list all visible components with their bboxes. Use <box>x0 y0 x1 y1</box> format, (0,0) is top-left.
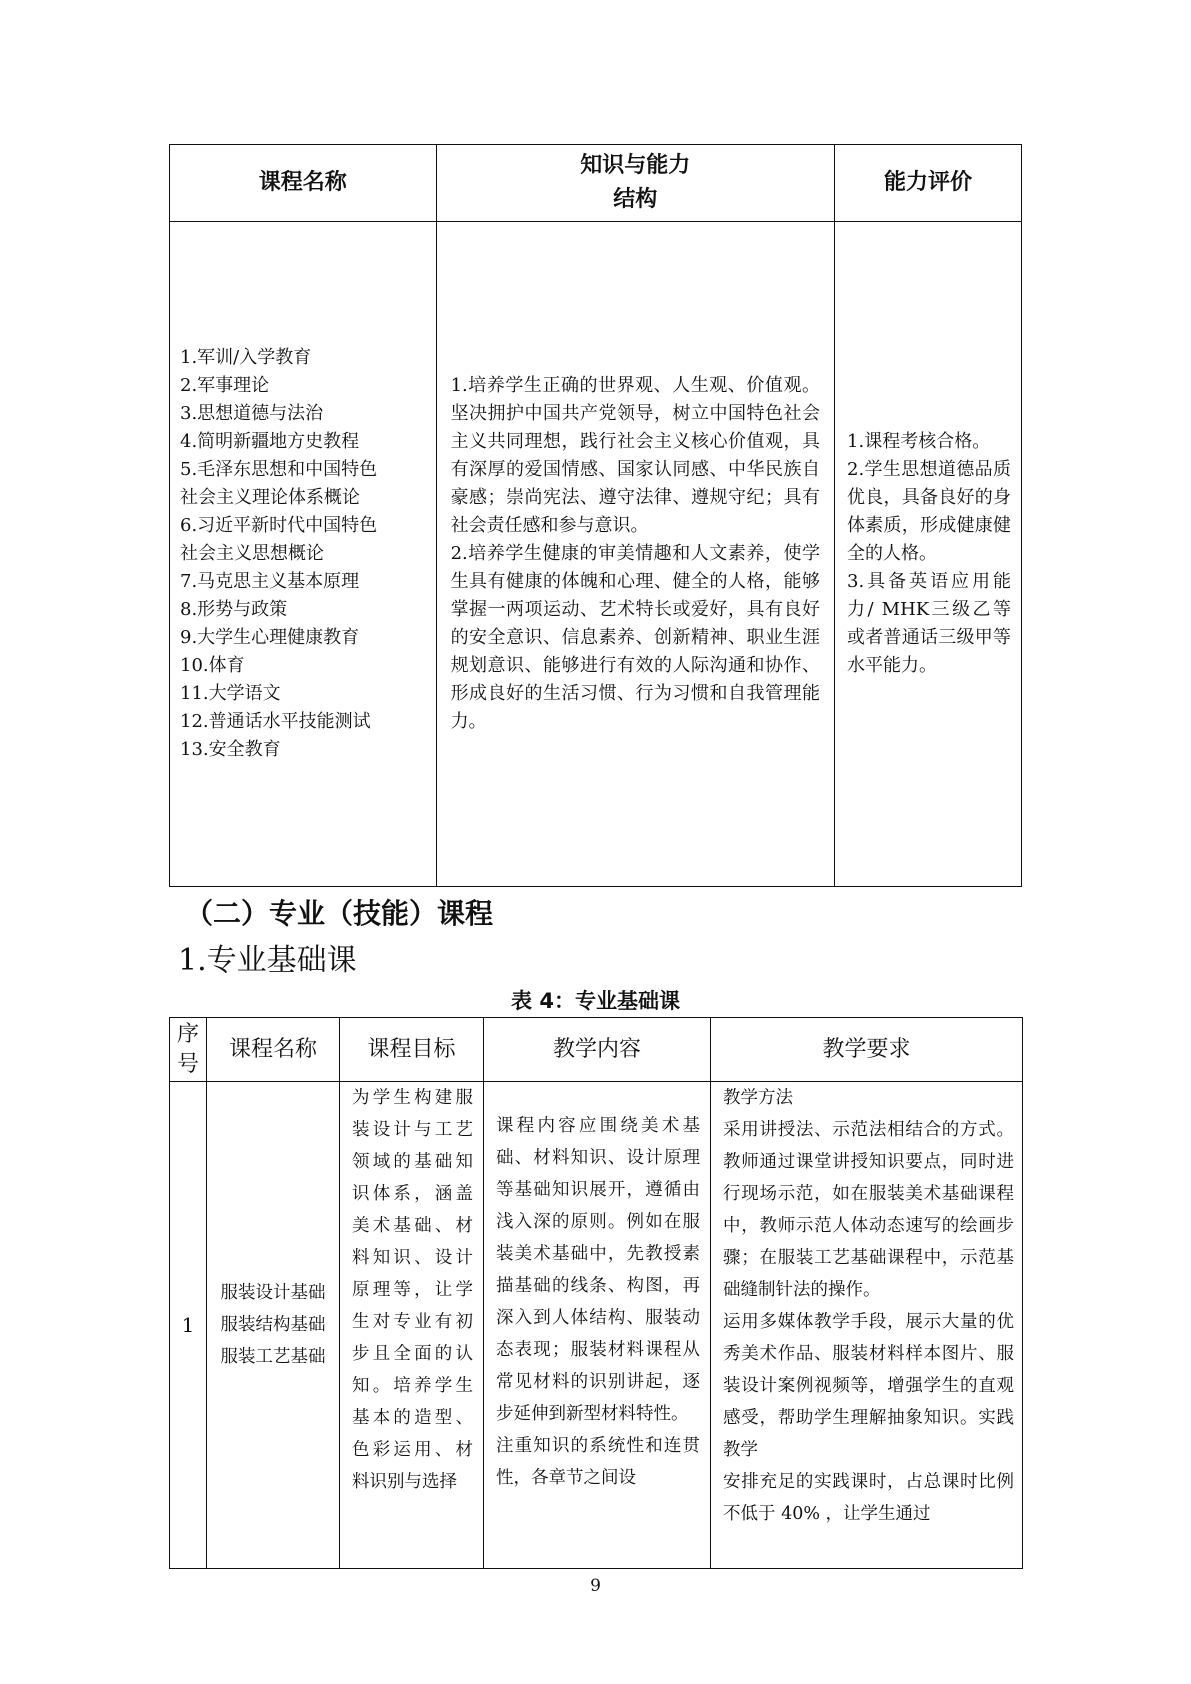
course-list-item: 10.体育 <box>180 655 245 676</box>
knowledge-paragraph-2: 2.培养学生健康的审美情趣和人文素养，使学生具有健康的体魄和心理、健全的人格，能够掌握一两项运动、艺术特长或爱好，具有良好的安全意识、信息素养、创新精神、职业生涯规划意识、能够进行有效的人际沟通和协作、形成良好的生活习惯、行为习惯和自我管理能力。 <box>450 543 821 732</box>
course-list-item: 6.习近平新时代中国特色 <box>180 515 378 536</box>
requirement-title: 教学方法 <box>723 1088 793 1108</box>
course-list-item: 4.简明新疆地方史教程 <box>180 431 360 452</box>
header-course-name: 课程名称 <box>170 145 437 222</box>
course-list-item: 9.大学生心理健康教育 <box>180 627 360 648</box>
row-course-goal <box>340 1082 484 1569</box>
course-list-item: 8.形势与政策 <box>180 599 288 620</box>
header-knowledge-line1: 知识与能力 <box>580 153 691 178</box>
page-number: 9 <box>590 1576 601 1596</box>
course-list-cell <box>170 222 437 887</box>
table-row <box>170 222 1022 887</box>
knowledge-paragraph-1: 1.培养学生正确的世界观、人生观、价值观。坚决拥护中国共产党领导，树立中国特色社会主义共同理想，践行社会主义核心价值观，具有深厚的爱国情感、国家认同感、中华民族自豪感；崇尚宪法、遵守法律、遵规守纪；具有社会责任感和参与意识。 <box>450 375 821 536</box>
evaluation-item-2: 2.学生思想道德品质优良，具备良好的身体素质，形成健康健全的人格。 <box>847 459 1011 564</box>
header-teaching-requirement: 教学要求 <box>711 1018 1023 1082</box>
evaluation-item-1: 1.课程考核合格。 <box>847 431 991 452</box>
course-name-3: 服装工艺基础 <box>220 1347 326 1367</box>
header-course-name: 课程名称 <box>207 1018 340 1082</box>
course-list-item: 3.思想道德与法治 <box>180 403 324 424</box>
evaluation-cell <box>835 222 1022 887</box>
section-heading: （二）专业（技能）课程 <box>185 897 494 930</box>
course-list-item: 11.大学语文 <box>180 683 281 704</box>
course-list <box>170 344 436 764</box>
content-paragraph-2: 注重知识的系统性和连贯性，各章节之间设 <box>496 1436 700 1488</box>
professional-basic-courses-table <box>169 1017 1023 1569</box>
course-list-item: 13.安全教育 <box>180 739 281 760</box>
requirement-paragraph-2: 运用多媒体教学手段，展示大量的优秀美术作品、服装材料样本图片、服装设计案例视频等，增强学生的直观感受，帮助学生理解抽象知识。实践教学 <box>723 1312 1014 1460</box>
course-list-item: 12.普通话水平技能测试 <box>180 711 371 732</box>
general-courses-table <box>169 144 1022 887</box>
sub-heading: 1.专业基础课 <box>178 943 357 978</box>
requirement-paragraph-3: 安排充足的实践课时，占总课时比例不低于 40% ，让学生通过 <box>723 1472 1014 1524</box>
header-knowledge-structure <box>436 145 834 222</box>
header-course-goal: 课程目标 <box>340 1018 484 1082</box>
header-seq-line1: 序 <box>176 1021 199 1047</box>
course-list-item: 5.毛泽东思想和中国特色 <box>180 459 378 480</box>
table-row <box>170 1082 1023 1569</box>
course-list-item: 1.军训/入学教育 <box>180 347 312 368</box>
header-teaching-content: 教学内容 <box>484 1018 711 1082</box>
row-course-names <box>207 1082 340 1569</box>
goal-text: 为学生构建服装设计与工艺领域的基础知识体系，涵盖美术基础、材料知识、设计原理等，让学生对专业有初步且全面的认知。培养学生基本的造型、色彩运用、材料识别与选择 <box>352 1088 473 1492</box>
course-list-item: 社会主义理论体系概论 <box>180 487 360 508</box>
table-header-row <box>170 145 1022 222</box>
course-list-item: 2.军事理论 <box>180 375 270 396</box>
header-knowledge-line2: 结构 <box>613 187 658 212</box>
header-seq-line2: 号 <box>176 1051 199 1077</box>
table-caption: 表 4：专业基础课 <box>511 989 680 1013</box>
row-seq: 1 <box>170 1082 207 1569</box>
knowledge-cell <box>436 222 834 887</box>
course-list-item: 7.马克思主义基本原理 <box>180 571 360 592</box>
table-header-row <box>170 1018 1023 1082</box>
row-teaching-content <box>484 1082 711 1569</box>
course-name-2: 服装结构基础 <box>220 1315 326 1335</box>
course-list-item: 社会主义思想概论 <box>180 543 324 564</box>
content-paragraph-1: 课程内容应围绕美术基础、材料知识、设计原理等基础知识展开，遵循由浅入深的原则。例如在服装美术基础中，先教授素描基础的线条、构图，再深入到人体结构、服装动态表现；服装材料课程从常见材料的识别讲起，逐步延伸到新型材料特性。 <box>496 1116 700 1424</box>
course-name-1: 服装设计基础 <box>220 1283 326 1303</box>
header-ability-evaluation: 能力评价 <box>835 145 1022 222</box>
evaluation-item-3: 3.具备英语应用能力/ MHK三级乙等或者普通话三级甲等水平能力。 <box>847 571 1011 676</box>
header-seq <box>170 1018 207 1082</box>
row-teaching-requirement <box>711 1082 1023 1569</box>
requirement-paragraph-1: 采用讲授法、示范法相结合的方式。教师通过课堂讲授知识要点，同时进行现场示范，如在服装美术基础课程中，教师示范人体动态速写的绘画步骤；在服装工艺基础课程中，示范基础缝制针法的操作。 <box>723 1120 1014 1300</box>
